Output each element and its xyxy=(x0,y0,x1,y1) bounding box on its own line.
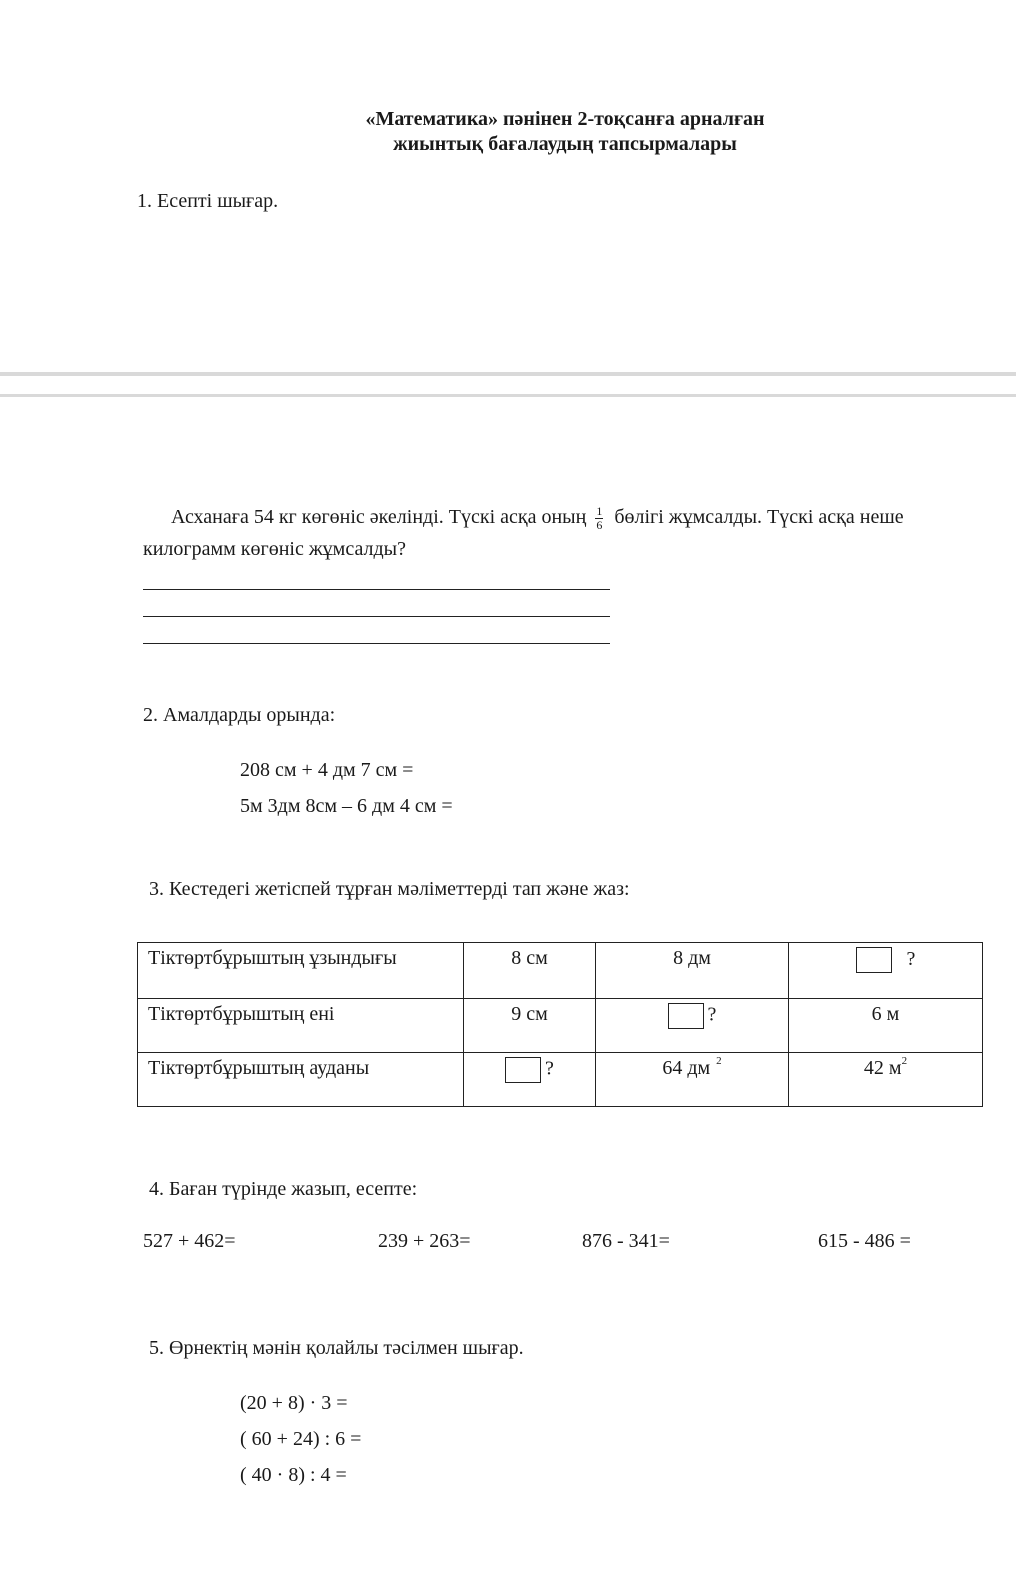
unknown-mark: ? xyxy=(906,947,916,970)
task4-expr: 527 + 462= xyxy=(143,1230,236,1252)
table-row xyxy=(138,1053,983,1107)
task3-heading: 3. Кестедегі жетіспей тұрған мәліметтерді тап және жаз: xyxy=(149,878,630,900)
table-row xyxy=(138,999,983,1053)
table-cell: 6 м xyxy=(789,999,983,1053)
table-row-label: Тіктөртбұрыштың ауданы xyxy=(138,1053,464,1107)
fraction-denominator: 6 xyxy=(596,518,603,532)
table-cell xyxy=(789,943,983,999)
task5-expr: ( 40 · 8) : 4 = xyxy=(240,1464,347,1486)
task5-expr: ( 60 + 24) : 6 = xyxy=(240,1428,362,1450)
answer-box[interactable] xyxy=(856,947,892,973)
table-cell: 8 см xyxy=(464,943,596,999)
answer-box[interactable] xyxy=(505,1057,541,1083)
task4-expr: 239 + 263= xyxy=(378,1230,471,1252)
unknown-mark: ? xyxy=(707,1003,717,1026)
table-cell xyxy=(596,1053,789,1107)
answer-line[interactable] xyxy=(143,643,610,644)
page-separator xyxy=(0,372,1016,376)
table-cell xyxy=(464,1053,596,1107)
data-table xyxy=(137,942,983,1107)
unknown-mark: ? xyxy=(545,1057,554,1080)
page-title-line2: жиынтық бағалаудың тапсырмалары xyxy=(393,133,737,155)
fraction-numerator: 1 xyxy=(596,504,603,518)
task2-heading: 2. Амалдарды орында: xyxy=(143,704,336,726)
task4-expr: 615 - 486 = xyxy=(818,1230,911,1252)
task5-expr: (20 + 8) · 3 = xyxy=(240,1392,348,1414)
answer-box[interactable] xyxy=(668,1003,704,1029)
task1-problem-part2: бөлігі жұмсалды. Түскі асқа неше xyxy=(614,506,904,529)
exponent: 2 xyxy=(716,1055,722,1067)
task1-problem-line1 xyxy=(171,505,904,532)
table-row-label: Тіктөртбұрыштың ені xyxy=(138,999,464,1053)
page-separator xyxy=(0,394,1016,397)
area-value: 64 дм xyxy=(662,1057,711,1079)
answer-line[interactable] xyxy=(143,589,610,590)
task1-heading: 1. Есепті шығар. xyxy=(137,190,279,212)
page-title-line1: «Математика» пәнінен 2-тоқсанға арналған xyxy=(365,108,765,130)
fraction xyxy=(595,505,603,532)
exponent: 2 xyxy=(901,1055,908,1067)
task4-expr: 876 - 341= xyxy=(582,1230,670,1252)
task2-expr2: 5м 3дм 8см – 6 дм 4 см = xyxy=(240,795,453,817)
table-cell: 9 см xyxy=(464,999,596,1053)
table-cell xyxy=(789,1053,983,1107)
task4-heading: 4. Баған түрінде жазып, есепте: xyxy=(149,1178,418,1200)
answer-line[interactable] xyxy=(143,616,610,617)
task5-heading: 5. Өрнектің мәнін қолайлы тәсілмен шығар. xyxy=(149,1337,524,1359)
table-row xyxy=(138,943,983,999)
table-cell xyxy=(596,999,789,1053)
area-value: 42 м xyxy=(863,1057,902,1079)
table-cell: 8 дм xyxy=(596,943,789,999)
table-row-label: Тіктөртбұрыштың ұзындығы xyxy=(138,943,464,999)
task1-problem-part1: Асханаға 54 кг көгөніс әкелінді. Түскі асқа оның xyxy=(171,506,587,529)
task2-expr1: 208 см + 4 дм 7 см = xyxy=(240,759,414,781)
task1-problem-line2: килограмм көгөніс жұмсалды? xyxy=(143,538,406,560)
